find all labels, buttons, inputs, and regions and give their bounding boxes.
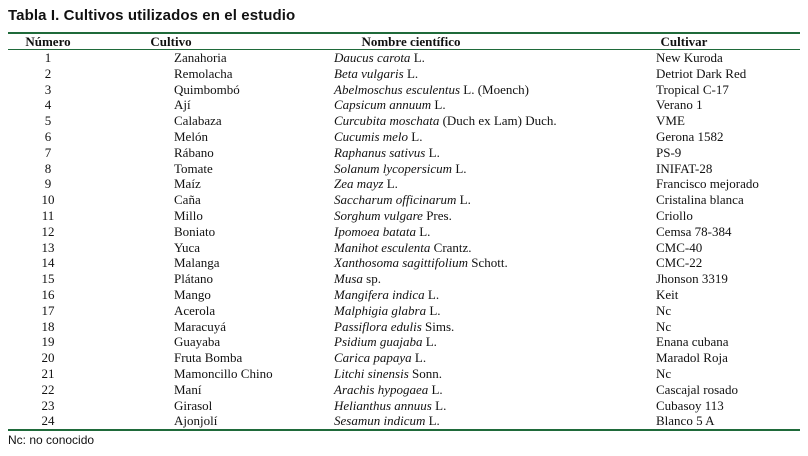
cell-cultivar: Detriot Dark Red bbox=[656, 65, 747, 81]
cell-nombre-cientifico bbox=[254, 82, 568, 98]
header-numero: Número bbox=[25, 34, 71, 49]
cell-cultivar: Verano 1 bbox=[656, 97, 703, 113]
species-authority: Sonn. bbox=[408, 365, 442, 381]
species-name: Sesamun indicum bbox=[334, 413, 426, 429]
species-name: Passiflora edulis bbox=[334, 318, 422, 334]
cell-cultivo: Millo bbox=[174, 207, 203, 223]
species-name: Capsicum annuum bbox=[334, 97, 432, 113]
species-name: Arachis hypogaea bbox=[334, 381, 429, 397]
cell-cultivo: Ají bbox=[174, 97, 191, 113]
table-row bbox=[8, 366, 800, 382]
cell-cultivar: Cemsa 78-384 bbox=[656, 223, 732, 239]
cell-nombre-cientifico bbox=[254, 382, 568, 398]
species-authority: L. bbox=[452, 160, 467, 176]
cell-cultivo: Remolacha bbox=[174, 65, 233, 81]
table-row bbox=[8, 224, 800, 240]
cell-numero: 3 bbox=[44, 81, 52, 97]
species-authority: Sims. bbox=[421, 318, 455, 334]
cell-cultivo: Quimbombó bbox=[174, 81, 240, 97]
species-name: Beta vulgaris bbox=[334, 65, 404, 81]
cell-nombre-cientifico bbox=[254, 145, 568, 161]
species-authority: L. (Moench) bbox=[460, 81, 529, 97]
cell-cultivar: Blanco 5 A bbox=[656, 413, 715, 429]
cell-cultivar: Cubasoy 113 bbox=[656, 397, 724, 413]
cell-numero: 19 bbox=[41, 334, 55, 350]
species-authority: Schott. bbox=[467, 255, 508, 271]
cell-cultivo: Ajonjolí bbox=[174, 413, 218, 429]
species-authority: L. bbox=[424, 286, 440, 302]
cell-cultivo: Maíz bbox=[174, 176, 201, 192]
cell-numero: 17 bbox=[41, 302, 55, 318]
cell-nombre-cientifico bbox=[254, 413, 568, 430]
cell-numero: 21 bbox=[41, 365, 55, 381]
cell-cultivo: Yuca bbox=[174, 239, 200, 255]
table-title: Tabla I. Cultivos utilizados en el estudio bbox=[8, 7, 296, 24]
species-name: Cucumis melo bbox=[334, 128, 409, 144]
cell-cultivo: Maracuyá bbox=[174, 318, 226, 334]
cell-numero: 16 bbox=[41, 286, 55, 302]
cell-cultivar: Criollo bbox=[656, 207, 693, 223]
table-row bbox=[8, 113, 800, 129]
cell-cultivo: Girasol bbox=[174, 397, 213, 413]
cell-nombre-cientifico bbox=[254, 97, 568, 113]
cell-cultivar: Francisco mejorado bbox=[656, 176, 759, 192]
species-authority: Pres. bbox=[422, 207, 452, 223]
cell-numero: 15 bbox=[41, 271, 55, 287]
cell-nombre-cientifico bbox=[254, 240, 568, 256]
cell-numero: 6 bbox=[44, 128, 52, 144]
cell-cultivo: Plátano bbox=[174, 271, 213, 287]
species-name: Mangifera indica bbox=[334, 286, 425, 302]
cell-nombre-cientifico bbox=[254, 129, 568, 145]
cell-nombre-cientifico bbox=[254, 319, 568, 335]
species-name: Raphanus sativus bbox=[334, 144, 426, 160]
cell-numero: 5 bbox=[44, 113, 52, 129]
cell-numero: 10 bbox=[41, 192, 55, 208]
cell-cultivar: Nc bbox=[656, 365, 672, 381]
header-row bbox=[8, 33, 800, 50]
table-row bbox=[8, 161, 800, 177]
cell-nombre-cientifico bbox=[254, 161, 568, 177]
cell-cultivar: Nc bbox=[656, 302, 672, 318]
cell-nombre-cientifico bbox=[254, 66, 568, 82]
table-header bbox=[8, 33, 800, 50]
footnote: Nc: no conocido bbox=[8, 433, 95, 447]
table-row bbox=[8, 382, 800, 398]
cell-numero: 1 bbox=[44, 50, 52, 65]
cell-cultivar: New Kuroda bbox=[656, 50, 723, 65]
species-authority: L. bbox=[426, 302, 441, 318]
cell-cultivo: Boniato bbox=[174, 223, 216, 239]
cell-numero: 12 bbox=[41, 223, 55, 239]
cell-nombre-cientifico bbox=[254, 350, 568, 366]
cell-cultivar: Maradol Roja bbox=[656, 350, 728, 366]
table-row bbox=[8, 145, 800, 161]
crops-table-container bbox=[8, 32, 800, 431]
cell-numero: 20 bbox=[41, 350, 55, 366]
species-authority: sp. bbox=[362, 271, 381, 287]
cell-cultivo: Malanga bbox=[174, 255, 220, 271]
cell-cultivo: Maní bbox=[174, 381, 202, 397]
cell-numero: 11 bbox=[41, 207, 55, 223]
species-authority: Crantz. bbox=[430, 239, 472, 255]
table-row bbox=[8, 334, 800, 350]
species-name: Daucus carota bbox=[334, 50, 411, 65]
species-name: Xanthosoma sagittifolium bbox=[334, 255, 468, 271]
table-row bbox=[8, 50, 800, 66]
cell-cultivar: VME bbox=[656, 113, 685, 129]
cell-nombre-cientifico bbox=[254, 176, 568, 192]
cell-cultivo: Acerola bbox=[174, 302, 216, 318]
cell-numero: 13 bbox=[41, 239, 55, 255]
species-name: Carica papaya bbox=[334, 350, 412, 366]
cell-cultivar: PS-9 bbox=[656, 144, 682, 160]
cell-nombre-cientifico bbox=[254, 113, 568, 129]
cell-cultivar: Gerona 1582 bbox=[656, 128, 724, 144]
cell-numero: 14 bbox=[41, 255, 55, 271]
crops-table bbox=[8, 32, 800, 431]
species-name: Abelmoschus esculentus bbox=[334, 81, 461, 97]
table-row bbox=[8, 319, 800, 335]
cell-cultivo: Melón bbox=[174, 128, 208, 144]
table-row bbox=[8, 287, 800, 303]
table-row bbox=[8, 413, 800, 430]
cell-nombre-cientifico bbox=[254, 192, 568, 208]
species-authority: L. bbox=[431, 97, 446, 113]
cell-cultivar: Jhonson 3319 bbox=[656, 271, 728, 287]
cell-cultivo: Caña bbox=[174, 192, 201, 208]
cell-cultivo: Rábano bbox=[174, 144, 214, 160]
cell-cultivo: Tomate bbox=[174, 160, 213, 176]
species-name: Saccharum officinarum bbox=[334, 192, 457, 208]
table-row bbox=[8, 97, 800, 113]
cell-nombre-cientifico bbox=[254, 303, 568, 319]
cell-numero: 18 bbox=[41, 318, 55, 334]
table-body bbox=[8, 50, 800, 431]
cell-cultivar: Enana cubana bbox=[656, 334, 729, 350]
species-authority: L. bbox=[383, 176, 398, 192]
cell-nombre-cientifico bbox=[254, 255, 568, 271]
species-name: Solanum lycopersicum bbox=[334, 160, 453, 176]
cell-nombre-cientifico bbox=[254, 50, 568, 66]
table-row bbox=[8, 66, 800, 82]
species-authority: L. bbox=[415, 223, 431, 239]
table-row bbox=[8, 398, 800, 414]
cell-cultivar: CMC-40 bbox=[656, 239, 703, 255]
cell-nombre-cientifico bbox=[254, 366, 568, 382]
species-authority: L. bbox=[408, 128, 423, 144]
species-name: Litchi sinensis bbox=[334, 365, 409, 381]
species-name: Malphigia glabra bbox=[334, 302, 427, 318]
species-name: Curcubita moschata bbox=[334, 113, 440, 129]
cell-nombre-cientifico bbox=[254, 224, 568, 240]
species-authority: L. bbox=[411, 350, 427, 366]
species-name: Sorghum vulgare bbox=[334, 207, 423, 223]
species-authority: (Duch ex Lam) Duch. bbox=[439, 113, 557, 129]
table-row bbox=[8, 255, 800, 271]
cell-numero: 22 bbox=[41, 381, 55, 397]
cell-numero: 4 bbox=[44, 97, 52, 113]
cell-cultivo: Mamoncillo Chino bbox=[174, 365, 273, 381]
cell-cultivar: Tropical C-17 bbox=[656, 81, 729, 97]
species-authority: L. bbox=[456, 192, 471, 208]
table-row bbox=[8, 271, 800, 287]
cell-cultivar: Cristalina blanca bbox=[656, 192, 744, 208]
header-nombre-cientifico: Nombre científico bbox=[361, 34, 461, 49]
cell-cultivar: INIFAT-28 bbox=[656, 160, 713, 176]
cell-numero: 9 bbox=[44, 176, 52, 192]
cell-numero: 24 bbox=[41, 413, 55, 429]
cell-cultivo: Calabaza bbox=[174, 113, 222, 129]
cell-cultivar: CMC-22 bbox=[656, 255, 703, 271]
cell-numero: 23 bbox=[41, 397, 55, 413]
cell-cultivar: Nc bbox=[656, 318, 672, 334]
cell-nombre-cientifico bbox=[254, 287, 568, 303]
cell-numero: 8 bbox=[44, 160, 52, 176]
species-name: Ipomoea batata bbox=[334, 223, 416, 239]
cell-nombre-cientifico bbox=[254, 334, 568, 350]
cell-cultivar: Keit bbox=[656, 286, 679, 302]
cell-cultivar: Cascajal rosado bbox=[656, 381, 738, 397]
header-cultivar: Cultivar bbox=[660, 34, 708, 49]
species-authority: L. bbox=[428, 381, 443, 397]
species-authority: L. bbox=[422, 334, 437, 350]
table-row bbox=[8, 240, 800, 256]
species-name: Helianthus annuus bbox=[334, 397, 432, 413]
species-name: Manihot esculenta bbox=[334, 239, 431, 255]
table-row bbox=[8, 176, 800, 192]
cell-cultivo: Mango bbox=[174, 286, 211, 302]
header-cultivo: Cultivo bbox=[150, 34, 192, 49]
cell-nombre-cientifico bbox=[254, 271, 568, 287]
species-name: Musa bbox=[334, 271, 363, 287]
cell-numero: 2 bbox=[44, 65, 52, 81]
cell-numero: 7 bbox=[44, 144, 52, 160]
cell-nombre-cientifico bbox=[254, 398, 568, 414]
table-row bbox=[8, 350, 800, 366]
table-row bbox=[8, 208, 800, 224]
cell-nombre-cientifico bbox=[254, 208, 568, 224]
table-row bbox=[8, 192, 800, 208]
cell-cultivo: Fruta Bomba bbox=[174, 350, 243, 366]
table-row bbox=[8, 129, 800, 145]
table-row bbox=[8, 82, 800, 98]
species-name: Zea mayz bbox=[334, 176, 384, 192]
species-authority: L. bbox=[403, 65, 419, 81]
table-row bbox=[8, 303, 800, 319]
species-authority: L. bbox=[425, 144, 440, 160]
cell-cultivo: Guayaba bbox=[174, 334, 221, 350]
species-name: Psidium guajaba bbox=[334, 334, 423, 350]
species-authority: L. bbox=[431, 397, 447, 413]
cell-cultivo: Zanahoria bbox=[174, 50, 227, 65]
species-authority: L. bbox=[410, 50, 425, 65]
species-authority: L. bbox=[425, 413, 440, 429]
